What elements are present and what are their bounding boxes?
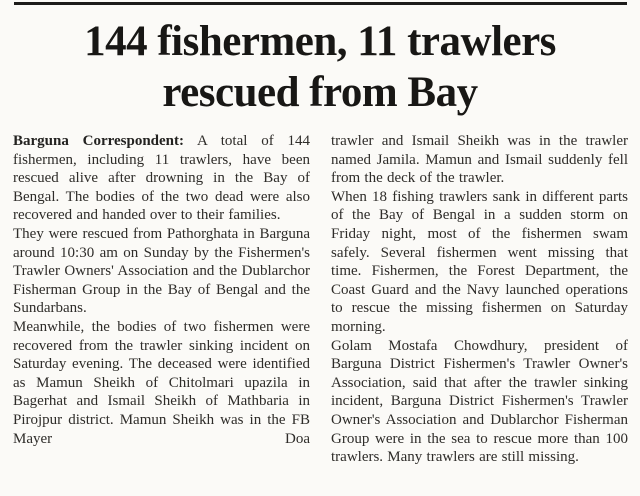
article-column-right xyxy=(331,132,628,467)
correspondent-byline: Barguna Correspondent: xyxy=(13,133,185,149)
headline-line-2: rescued from Bay xyxy=(162,69,478,116)
article-body xyxy=(13,132,629,467)
article-headline xyxy=(0,16,640,118)
article-paragraph: Meanwhile, the bodies of two fishermen were recovered from the trawler sinking incident on Saturday evening. The deceased were identified as Mamun Sheikh of Chitolmari upazila in Bagerhat and Ismail Sheikh of Mathbaria in Pirojpur district. Mamun Sheikh was in the FB Mayer Doa xyxy=(13,318,310,447)
top-rule xyxy=(14,2,627,5)
article-paragraph xyxy=(13,132,310,225)
article-paragraph: When 18 fishing trawlers sank in different parts of the Bay of Bengal in a sudden storm on Friday night, most of the fishermen swam safely. Several fishermen went missing that time. Fishermen, the Forest Department, the Coast Guard and the Navy launched operations to rescue the missing fishermen on Saturday morning. xyxy=(331,188,628,335)
article-paragraph: Golam Mostafa Chowdhury, president of Barguna District Fishermen's Trawler Owner's Association, said that after the trawler sinking incident, Barguna District Fishermen's Trawler Owner's Association and Dublarchor Fisherman Group were in the sea to rescue more than 100 trawlers. Many trawlers are still missing. xyxy=(331,337,628,466)
headline-line-1: 144 fishermen, 11 trawlers xyxy=(84,18,556,65)
article-column-left xyxy=(13,132,310,467)
paragraph-text: A total of 144 fishermen, including 11 trawlers, have been rescued alive after drowning in the Bay of Bengal. The bodies of the two dead were also recovered and handed over to their families. xyxy=(13,133,310,224)
article-paragraph: They were rescued from Pathorghata in Barguna around 10:30 am on Sunday by the Fishermen's Trawler Owners' Association and the Dublarchor Fisherman Group in the Bay of Bengal and the Sundarbans. xyxy=(13,225,310,317)
article-paragraph: trawler and Ismail Sheikh was in the trawler named Jamila. Mamun and Ismail suddenly fell from the deck of the trawler. xyxy=(331,133,628,187)
